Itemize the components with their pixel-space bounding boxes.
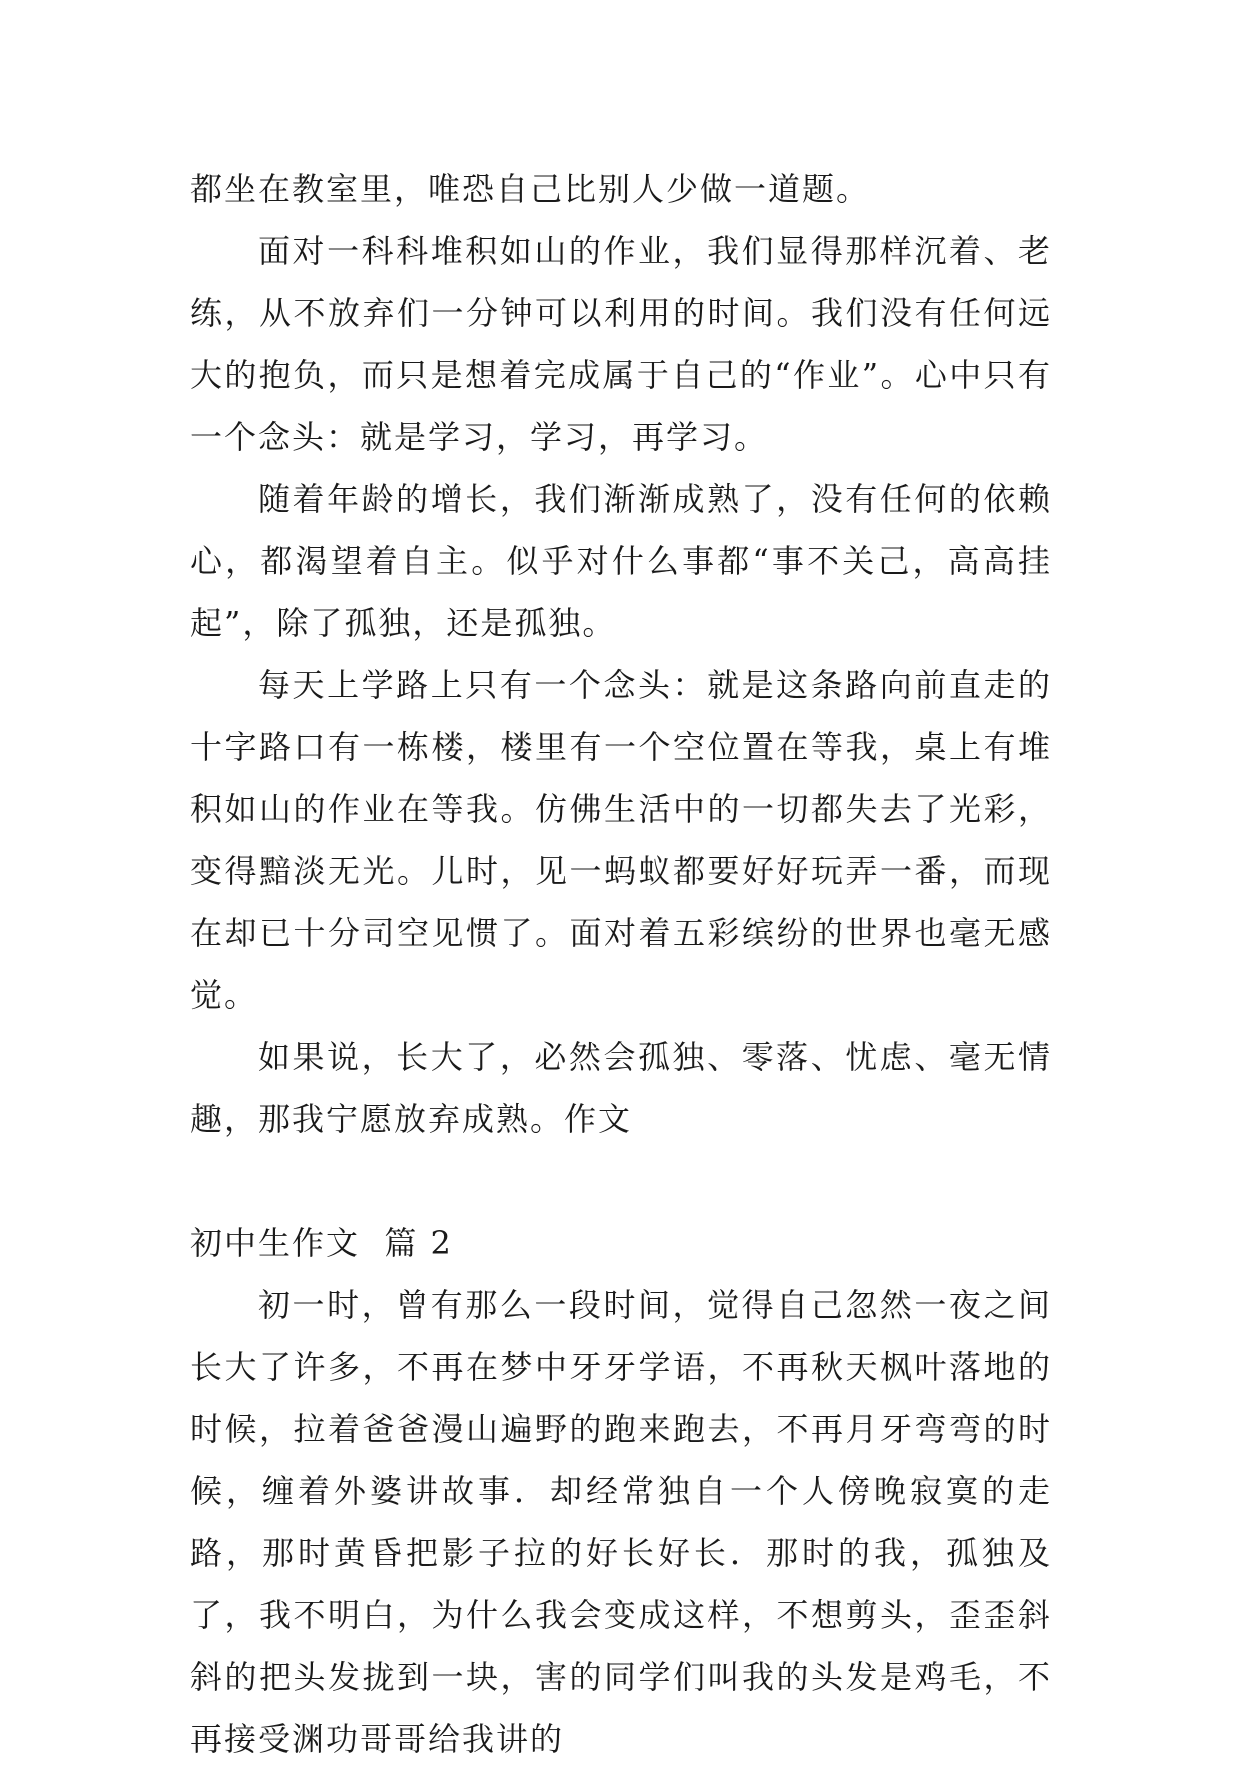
paragraph: 随着年龄的增长，我们渐渐成熟了，没有任何的依赖心，都渴望着自主。似乎对什么事都“事不关己，高高挂起”，除了孤独，还是孤独。 (190, 480, 1052, 642)
document-body (190, 158, 1052, 1770)
paragraph: 面对一科科堆积如山的作业，我们显得那样沉着、老练，从不放弃们一分钟可以利用的时间。我们没有任何远大的抱负，而只是想着完成属于自己的“作业”。心中只有一个念头：就是学习，学习，再学习。 (190, 232, 1052, 456)
paragraph: 每天上学路上只有一个念头：就是这条路向前直走的十字路口有一栋楼，楼里有一个空位置在等我，桌上有堆积如山的作业在等我。仿佛生活中的一切都失去了光彩，变得黯淡无光。儿时，见一蚂蚁都要好好玩弄一番，而现在却已十分司空见惯了。面对着五彩缤纷的世界也毫无感觉。 (190, 666, 1052, 1014)
section-title: 初中生作文 篇 2 (190, 1224, 453, 1262)
paragraph: 如果说，长大了，必然会孤独、零落、忧虑、毫无情趣，那我宁愿放弃成熟。作文 (190, 1038, 1052, 1138)
paragraph-continuation: 都坐在教室里，唯恐自己比别人少做一道题。 (190, 170, 871, 208)
paragraph: 初一时，曾有那么一段时间，觉得自己忽然一夜之间长大了许多，不再在梦中牙牙学语，不再秋天枫叶落地的时候，拉着爸爸漫山遍野的跑来跑去，不再月牙弯弯的时候，缠着外婆讲故事．却经常独自一个人傍晚寂寞的走路，那时黄昏把影子拉的好长好长．那时的我，孤独及了，我不明白，为什么我会变成这样，不想剪头，歪歪斜斜的把头发拢到一块，害的同学们叫我的头发是鸡毛，不再接受渊功哥哥给我讲的 (190, 1286, 1052, 1758)
